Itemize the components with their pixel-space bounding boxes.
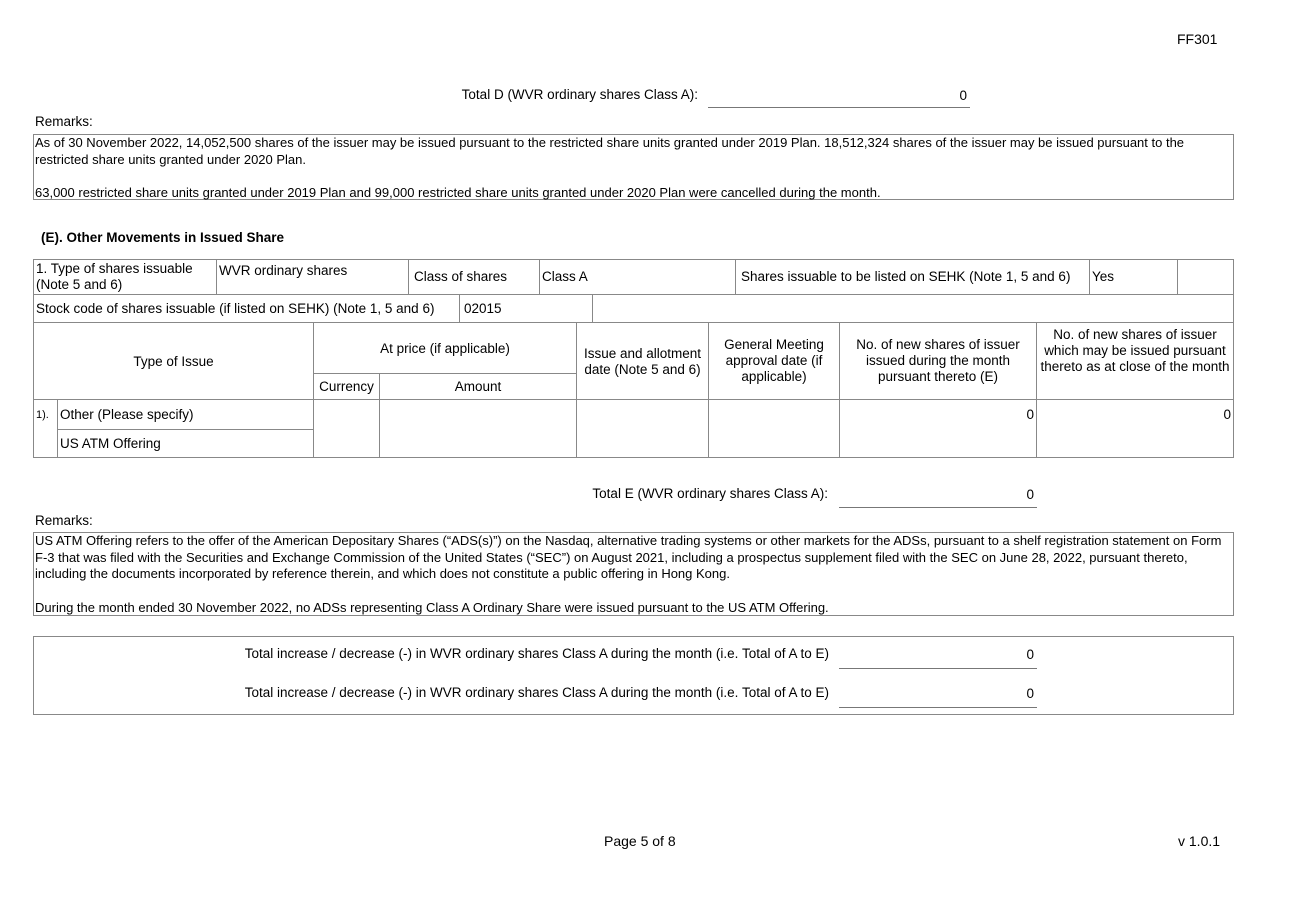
remarks-e-label: Remarks:	[35, 513, 93, 528]
header-currency: Currency	[313, 373, 380, 400]
type-of-shares-value: WVR ordinary shares	[216, 259, 409, 295]
listed-on-sehk-label: Shares issuable to be listed on SEHK (Note 1, 5 and 6)	[735, 259, 1090, 295]
blank-cell	[1177, 259, 1234, 295]
total-increase-label-2: Total increase / decrease (-) in WVR ordinary shares Class A during the month (i.e. Total of A to E)	[244, 685, 829, 700]
header-gm-date: General Meeting approval date (if applicable)	[708, 322, 840, 400]
row-amount	[379, 399, 577, 458]
row-currency	[313, 399, 380, 458]
class-of-shares-label: Class of shares	[408, 259, 540, 295]
page-number: Page 5 of 8	[604, 833, 676, 849]
total-increase-label-1: Total increase / decrease (-) in WVR ordinary shares Class A during the month (i.e. Total of A to E)	[244, 646, 829, 661]
total-e-field	[839, 485, 1037, 508]
section-e-title: (E). Other Movements in Issued Share	[41, 230, 285, 245]
row-may-issue-cell	[1036, 399, 1234, 458]
remarks-d-paragraph-2: 63,000 restricted share units granted under 2019 Plan and 99,000 restricted share units granted under 2020 Plan were cancelled during the month.	[35, 185, 881, 200]
header-new-shares: No. of new shares of issuer issued during the month pursuant thereto (E)	[839, 322, 1037, 400]
remarks-e-box	[33, 532, 1234, 616]
header-type-of-issue: Type of Issue	[33, 322, 314, 400]
row-may-issue: 0	[1223, 407, 1231, 422]
row-new-shares-cell	[839, 399, 1037, 458]
stock-code-label: Stock code of shares issuable (if listed on SEHK) (Note 1, 5 and 6)	[33, 294, 460, 323]
header-amount: Amount	[379, 373, 577, 400]
type-of-shares-label: 1. Type of shares issuable (Note 5 and 6)	[33, 259, 217, 295]
remarks-d-label: Remarks:	[35, 114, 93, 129]
row-issue-specify: US ATM Offering	[57, 429, 314, 458]
listed-on-sehk-value: Yes	[1089, 259, 1178, 295]
total-increase-field-2	[839, 685, 1037, 708]
total-e-value: 0	[1026, 487, 1034, 502]
class-of-shares-value: Class A	[539, 259, 736, 295]
remarks-e-paragraph-1: US ATM Offering refers to the offer of the American Depositary Shares (“ADS(s)”) on the Nasdaq, alternative trading systems or other markets for the ADSs, pursuant to a shelf registration statement on Form F-3 that was filed with the Securities and Exchange Commission of the United States (“SEC”) on August 2021, including a prospectus supplement filed with the SEC on June 28, 2022, pursuant thereto, including the documents incorporated by reference therein, and which does not constitute a public offering in Hong Kong.	[35, 533, 1222, 581]
total-d-field	[708, 86, 970, 108]
total-e-label: Total E (WVR ordinary shares Class A):	[592, 486, 828, 501]
row-number: 1).	[33, 399, 58, 458]
stock-code-value: 02015	[459, 294, 593, 323]
row-issue-type: Other (Please specify)	[57, 399, 314, 430]
row-issue-date	[576, 399, 709, 458]
version: v 1.0.1	[1178, 833, 1221, 849]
remarks-d-paragraph-1: As of 30 November 2022, 14,052,500 shares of the issuer may be issued pursuant to the restricted share units granted under 2019 Plan. 18,512,324 shares of the issuer may be issued pursuant to the restricted share units granted under 2020 Plan.	[35, 135, 1185, 167]
total-d-label: Total D (WVR ordinary shares Class A):	[461, 87, 698, 102]
header-at-price: At price (if applicable)	[313, 322, 577, 374]
header-issue-date: Issue and allotment date (Note 5 and 6)	[576, 322, 709, 400]
total-increase-value-2: 0	[1026, 686, 1034, 701]
remarks-d-box	[33, 134, 1234, 200]
total-d-value: 0	[959, 88, 967, 103]
form-code: FF301	[1177, 31, 1218, 47]
blank-cell	[592, 294, 1234, 323]
total-increase-value-1: 0	[1026, 647, 1034, 662]
total-increase-field-1	[839, 646, 1037, 669]
header-may-issue: No. of new shares of issuer which may be issued pursuant thereto as at close of the month	[1036, 322, 1234, 400]
remarks-e-paragraph-2: During the month ended 30 November 2022, no ADSs representing Class A Ordinary Share were issued pursuant to the US ATM Offering.	[35, 599, 829, 615]
row-gm-date	[708, 399, 840, 458]
row-new-shares: 0	[1026, 407, 1034, 422]
